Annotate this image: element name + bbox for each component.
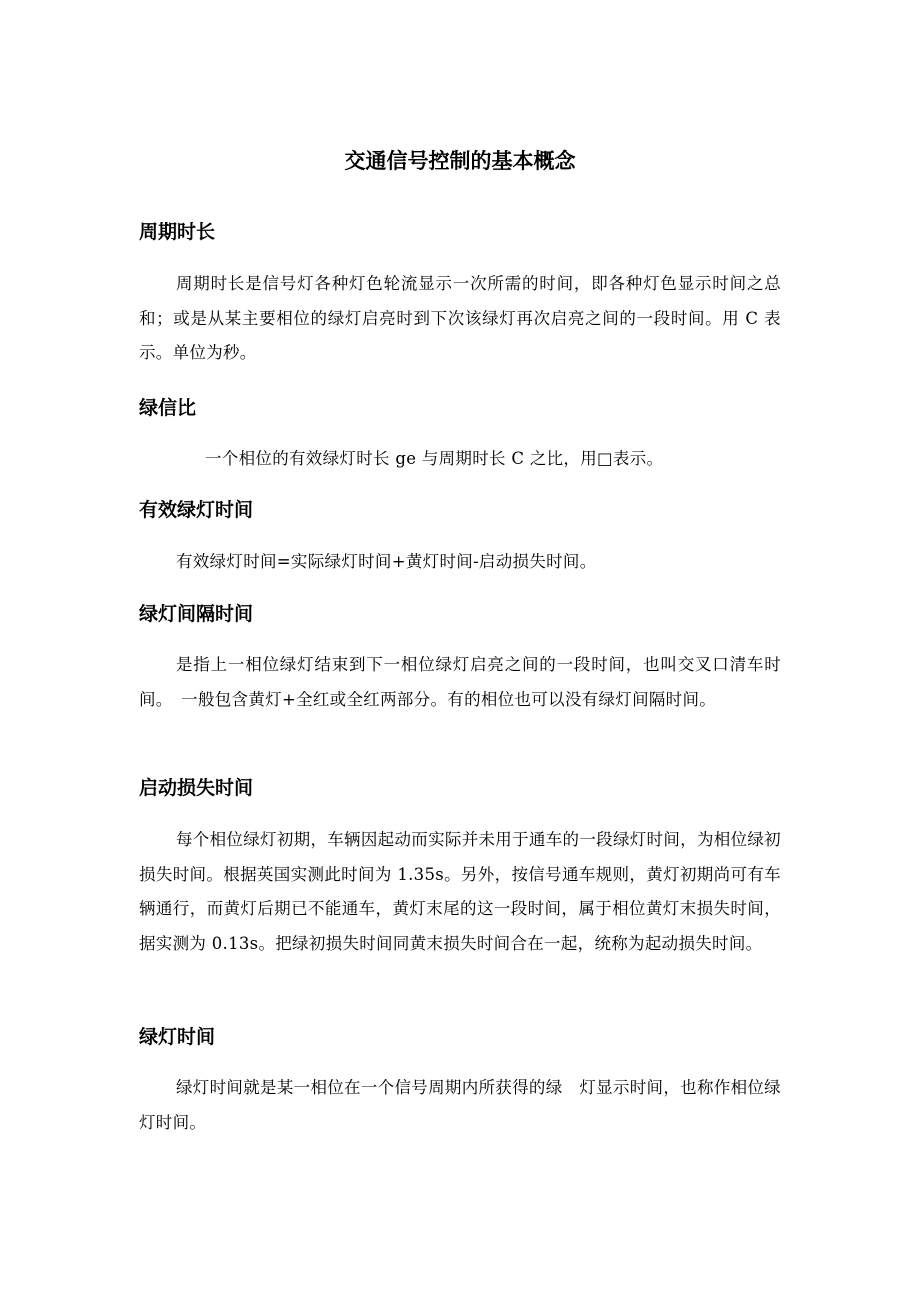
section-body-green-time: 绿灯时间就是某一相位在一个信号周期内所获得的绿 灯显示时间，也称作相位绿灯时间。 <box>139 1078 781 1132</box>
section-heading-cycle-length: 周期时长 <box>139 221 216 243</box>
section-heading-green-ratio: 绿信比 <box>139 397 197 419</box>
document-title: 交通信号控制的基本概念 <box>344 149 576 173</box>
section-heading-effective-green: 有效绿灯时间 <box>139 499 254 521</box>
section-heading-green-time: 绿灯时间 <box>139 1026 216 1048</box>
section-body-cycle-length: 周期时长是信号灯各种灯色轮流显示一次所需的时间，即各种灯色显示时间之总和；或是从某主要相位的绿灯启亮时到下次该绿灯再次启亮之间的一段时间。用 C 表示。单位为秒。 <box>139 274 781 362</box>
section-body-effective-green: 有效绿灯时间=实际绿灯时间+黄灯时间-启动损失时间。 <box>176 552 597 571</box>
section-body-green-interval: 是指上一相位绿灯结束到下一相位绿灯启亮之间的一段时间，也叫交叉口清车时间。 一般包含黄灯+全红或全红两部分。有的相位也可以没有绿灯间隔时间。 <box>139 655 781 709</box>
section-body-green-ratio: 一个相位的有效绿灯时长 ge 与周期时长 C 之比，用□表示。 <box>205 449 664 468</box>
section-body-start-loss: 每个相位绿灯初期，车辆因起动而实际并未用于通车的一段绿灯时间，为相位绿初损失时间。根据英国实测此时间为 1.35s。另外，按信号通车规则，黄灯初期尚可有车辆通行，而黄灯后期已不能通车，黄灯末尾的这一段时间，属于相位黄灯末损失时间，据实测为 0.13s。把绿初损失时间同黄末损失时间合在一起，统称为起动损失时间。 <box>139 830 781 953</box>
section-heading-green-interval: 绿灯间隔时间 <box>139 603 254 625</box>
section-heading-start-loss: 启动损失时间 <box>139 777 254 799</box>
